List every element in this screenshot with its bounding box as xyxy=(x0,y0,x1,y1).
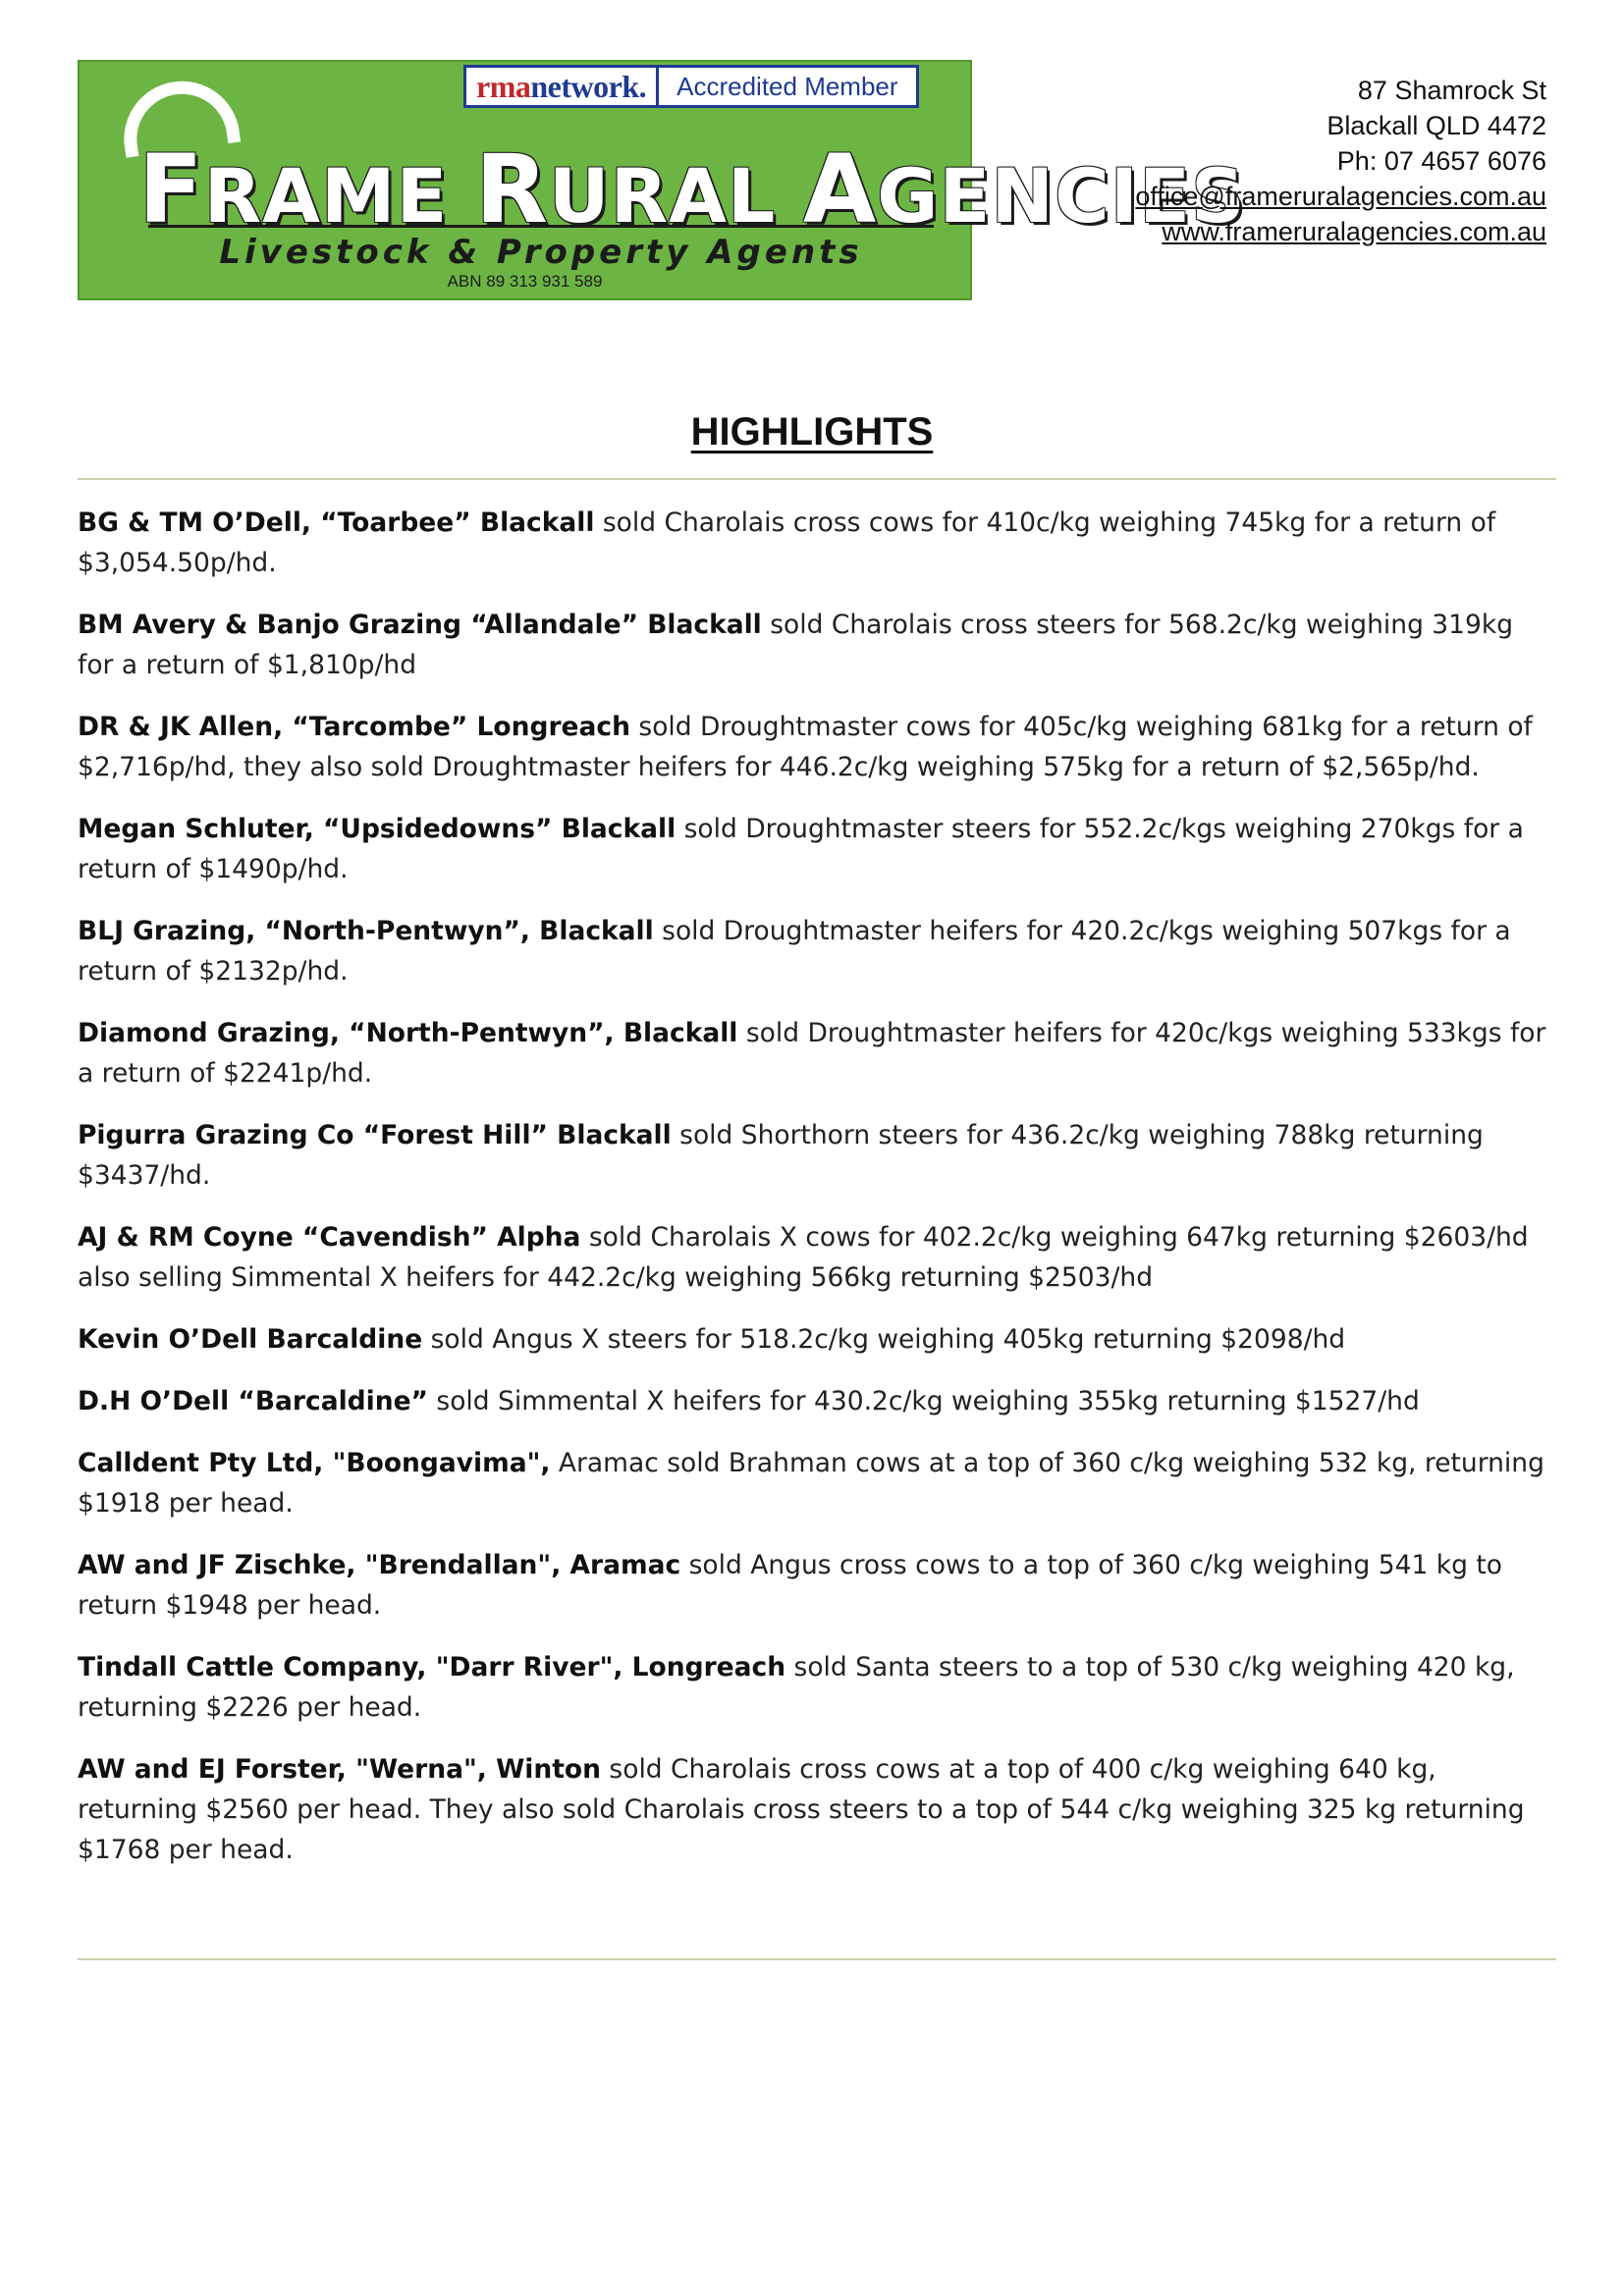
sale-details: sold Droughtmaster heifers for 420.2c/kgs weighing 507kgs for a return of $2132p/hd. xyxy=(78,916,1511,987)
highlight-entry xyxy=(78,707,1556,787)
email-link[interactable]: office@frameruralagencies.com.au xyxy=(1135,182,1546,211)
company-logo xyxy=(78,60,1246,300)
phone-number: Ph: 07 4657 6076 xyxy=(1336,146,1546,176)
sale-details: sold Droughtmaster heifers for 420c/kgs weighing 533kgs for a return of $2241p/hd. xyxy=(78,1018,1546,1089)
vendor-name: BG & TM O’Dell, “Toarbee” Blackall xyxy=(78,507,595,538)
highlight-entry xyxy=(78,1217,1556,1298)
brand-tagline-row xyxy=(148,225,934,277)
page-title: HIGHLIGHTS xyxy=(690,410,934,454)
bottom-divider xyxy=(78,1958,1556,1960)
sale-details: sold Shorthorn steers for 436.2c/kg weighing 788kg returning $3437/hd. xyxy=(78,1120,1484,1191)
highlight-entry xyxy=(78,1381,1556,1421)
highlight-entry xyxy=(78,1443,1556,1523)
highlight-entry xyxy=(78,503,1556,583)
vendor-name: AW and EJ Forster, "Werna", Winton xyxy=(78,1754,601,1785)
vendor-name: Pigurra Grazing Co “Forest Hill” Blackall xyxy=(78,1120,672,1150)
sale-details: sold Charolais cross cows for 410c/kg weighing 745kg for a return of $3,054.50p/hd. xyxy=(78,507,1496,578)
sale-details: sold Droughtmaster steers for 552.2c/kgs weighing 270kgs for a return of $1490p/hd. xyxy=(78,814,1524,884)
street-address: 87 Shamrock St xyxy=(1357,76,1546,105)
rma-prefix: rma xyxy=(476,68,531,104)
rma-network-wordmark xyxy=(466,68,656,105)
sale-details: sold Droughtmaster cows for 405c/kg weighing 681kg for a return of $2,716p/hd, they also sold Droughtmaster heifers for 446.2c/kg weighing 575kg for a return of $2,565p/hd. xyxy=(78,712,1533,782)
vendor-name: AW and JF Zischke, "Brendallan", Aramac xyxy=(78,1550,681,1580)
network-suffix: network. xyxy=(530,68,647,104)
highlight-entry xyxy=(78,1013,1556,1094)
accredited-member-label: Accredited Member xyxy=(656,68,915,105)
sale-details: Aramac sold Brahman cows at a top of 360 c/kg weighing 532 kg, returning $1918 per head. xyxy=(78,1448,1544,1519)
sale-details: sold Angus cross cows to a top of 360 c/kg weighing 541 kg to return $1948 per head. xyxy=(78,1550,1502,1621)
website-link[interactable]: www.frameruralagencies.com.au xyxy=(1162,217,1546,246)
sale-details: sold Simmental X heifers for 430.2c/kg weighing 355kg returning $1527/hd xyxy=(427,1386,1420,1416)
rma-network-badge xyxy=(463,65,919,108)
highlight-entry xyxy=(78,809,1556,889)
sale-details: sold Santa steers to a top of 530 c/kg weighing 420 kg, returning $2226 per head. xyxy=(78,1652,1515,1723)
sale-details: sold Charolais cross steers for 568.2c/kg weighing 319kg for a return of $1,810p/hd xyxy=(78,610,1514,680)
highlight-entry xyxy=(78,1115,1556,1196)
vendor-name: Megan Schluter, “Upsidedowns” Blackall xyxy=(78,814,677,844)
vendor-name: Tindall Cattle Company, "Darr River", Longreach xyxy=(78,1652,786,1682)
vendor-name: Diamond Grazing, “North-Pentwyn”, Blackall xyxy=(78,1018,738,1048)
highlight-entry xyxy=(78,911,1556,991)
brand-word: RURAL xyxy=(474,134,777,244)
highlight-entry xyxy=(78,605,1556,685)
vendor-name: Kevin O’Dell Barcaldine xyxy=(78,1324,423,1355)
brand-word: FRAME xyxy=(138,134,449,244)
vendor-name: D.H O’Dell “Barcaldine” xyxy=(78,1386,428,1416)
vendor-name: DR & JK Allen, “Tarcombe” Longreach xyxy=(78,712,630,742)
vendor-name: Calldent Pty Ltd, "Boongavima", xyxy=(78,1448,551,1478)
sale-details: sold Angus X steers for 518.2c/kg weighing 405kg returning $2098/hd xyxy=(422,1324,1346,1355)
sale-details: sold Charolais X cows for 402.2c/kg weighing 647kg returning $2603/hd also selling Simmental X heifers for 442.2c/kg weighing 566kg returning $2503/hd xyxy=(78,1222,1529,1293)
abn-number: ABN 89 313 931 589 xyxy=(447,272,603,291)
vendor-name: BM Avery & Banjo Grazing “Allandale” Blackall xyxy=(78,610,762,640)
highlight-entry xyxy=(78,1749,1556,1870)
top-divider xyxy=(78,478,1556,480)
highlight-entry xyxy=(78,1647,1556,1728)
vendor-name: AJ & RM Coyne “Cavendish” Alpha xyxy=(78,1222,581,1253)
vendor-name: BLJ Grazing, “North-Pentwyn”, Blackall xyxy=(78,916,654,946)
town-address: Blackall QLD 4472 xyxy=(1326,111,1546,140)
brand-tagline: Livestock & Property Agents xyxy=(219,233,863,272)
highlight-entry xyxy=(78,1545,1556,1626)
highlight-entry xyxy=(78,1319,1556,1360)
highlights-list xyxy=(78,503,1556,1892)
contact-details xyxy=(1135,73,1546,249)
sale-details: sold Charolais cross cows at a top of 400 c/kg weighing 640 kg, returning $2560 per head. They also sold Charolais cross steers to a top of 544 c/kg weighing 325 kg returning $1768 per head. xyxy=(78,1754,1525,1865)
brand-word: AGENCIES xyxy=(802,134,1246,244)
